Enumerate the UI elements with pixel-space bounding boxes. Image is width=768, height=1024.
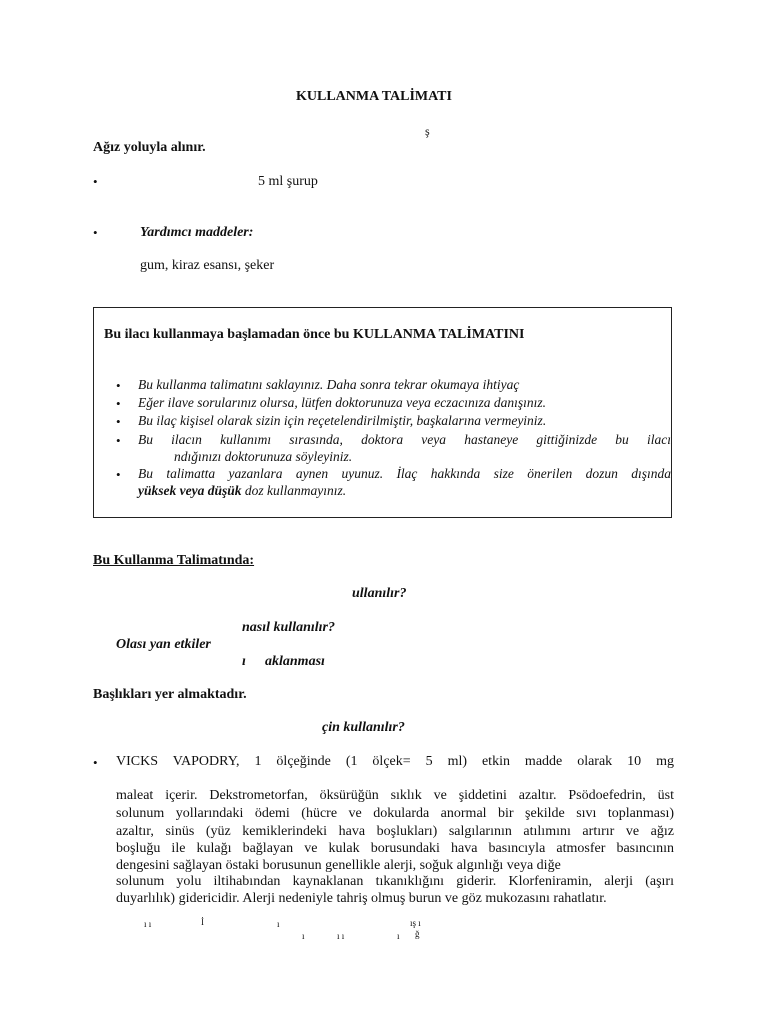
- glyph-fragment: ı ı: [144, 919, 152, 929]
- toc-item: ullanılır?: [352, 586, 407, 601]
- bullet-icon: •: [116, 467, 121, 482]
- paragraph-line: boşluğu ile kulağı bağlayan ve kulak borusundaki hava basıncıyla atmosfer basıncının: [116, 841, 674, 856]
- paragraph-line: dengesini sağlayan östaki borusunun genellikle alerji, soğuk algınlığı veya diğe: [116, 858, 561, 873]
- bullet-icon: •: [93, 755, 98, 770]
- document-title: KULLANMA TALİMATI: [296, 89, 452, 104]
- excipients-label: Yardımcı maddeler:: [140, 225, 254, 240]
- toc-heading: Bu Kullanma Talimatında:: [93, 553, 255, 568]
- box-item: Bu ilaç kişisel olarak sizin için reçetelendirilmiştir, başkalarına vermeyiniz.: [138, 413, 547, 428]
- emphasis-text: yüksek veya düşük: [138, 483, 242, 498]
- box-item-continuation: ndığınızı doktorunuza söyleyiniz.: [174, 449, 353, 464]
- stray-character: ş: [425, 124, 430, 138]
- glyph-fragment: ı: [397, 931, 400, 941]
- box-item: Bu talimatta yazanlara aynen uyunuz. İlaç hakkında size önerilen dozun dışında: [138, 466, 671, 481]
- box-item-continuation: [138, 483, 346, 499]
- glyph-fragment: ış ı: [410, 918, 421, 928]
- toc-footer: Başlıkları yer almaktadır.: [93, 687, 247, 702]
- toc-item: Olası yan etkiler: [116, 637, 211, 652]
- toc-item-fragment: ı: [242, 654, 246, 669]
- paragraph-line: solunum yollarındaki ödemi (hücre ve dokularda anormal bir şekilde sıvı toplanması): [116, 806, 674, 821]
- paragraph-line: azaltır, sinüs (yüz kemiklerindeki hava boşlukları) salgılarının atılımını artırır ve ağız: [116, 824, 674, 839]
- box-item-rest: doz kullanmayınız.: [241, 483, 347, 498]
- paragraph-line: solunum yolu iltihabından kaynaklanan tıkanıklığını giderir. Klorfeniramin, alerji (aşırı: [116, 874, 674, 889]
- paragraph-line: VICKS VAPODRY, 1 ölçeğinde (1 ölçek= 5 ml) etkin madde olarak 10 mg: [116, 754, 674, 769]
- paragraph-line: duyarlılık) gidericidir. Alerji nedeniyle tahriş olmuş burun ve göz mukozasını rahatlatır.: [116, 891, 607, 906]
- box-item: Bu kullanma talimatını saklayınız. Daha sonra tekrar okumaya ihtiyaç: [138, 377, 520, 392]
- section-heading: çin kullanılır?: [322, 720, 405, 735]
- glyph-fragment: ı ı: [337, 931, 345, 941]
- box-item: Bu ilacın kullanımı sırasında, doktora veya hastaneye gittiğinizde bu ilacı: [138, 432, 671, 447]
- bullet-icon: •: [116, 378, 121, 393]
- glyph-fragment: İ: [201, 917, 204, 927]
- bullet-icon: •: [116, 414, 121, 429]
- glyph-fragment: ı: [277, 919, 280, 929]
- bullet-icon: •: [116, 396, 121, 411]
- excipients-list: gum, kiraz esansı, şeker: [140, 258, 275, 273]
- dose-text: 5 ml şurup: [258, 174, 318, 189]
- toc-item: nasıl kullanılır?: [242, 620, 335, 635]
- bullet-icon: •: [116, 433, 121, 448]
- box-item: Eğer ilave sorularınız olursa, lütfen doktorunuza veya eczacınıza danışınız.: [138, 395, 546, 410]
- glyph-fragment: ı: [302, 931, 305, 941]
- paragraph-line: maleat içerir. Dekstrometorfan, öksürüğün sıklık ve şiddetini azaltır. Psödoefedrin, üst: [116, 788, 674, 803]
- bullet-icon: •: [93, 174, 98, 189]
- toc-item: aklanması: [265, 654, 325, 669]
- administration-route: Ağız yoluyla alınır.: [93, 140, 206, 155]
- box-heading: Bu ilacı kullanmaya başlamadan önce bu KULLANMA TALİMATINI: [104, 327, 525, 342]
- bullet-icon: •: [93, 225, 98, 240]
- warning-box: [93, 307, 672, 518]
- glyph-fragment: ğ: [415, 929, 420, 939]
